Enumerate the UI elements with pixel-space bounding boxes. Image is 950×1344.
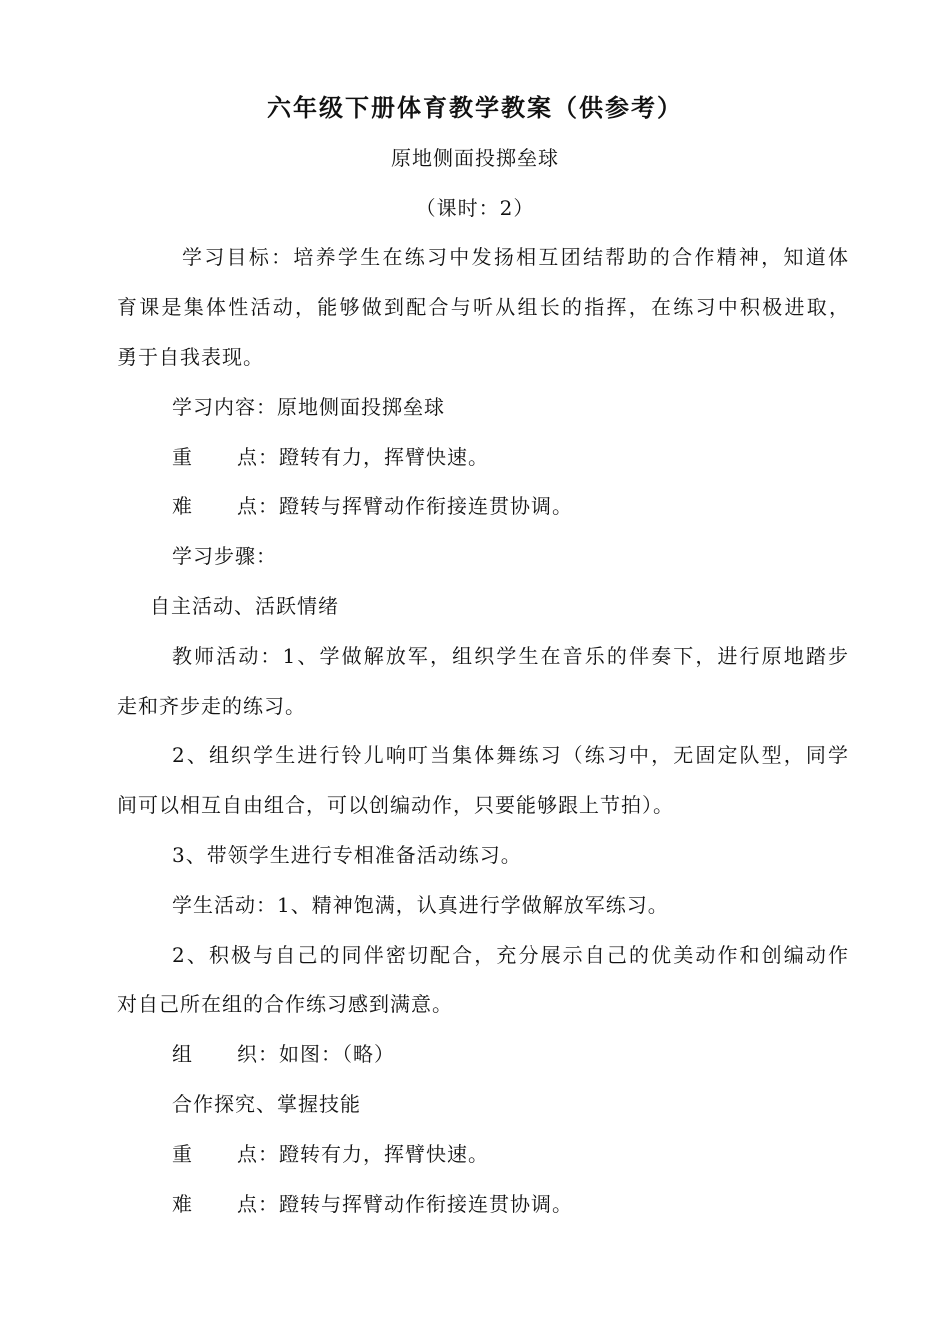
difficult-point-2-label: 难 [172,1192,193,1216]
lesson-period: （课时：2） [415,196,535,220]
teacher-activity-3: 3、带领学生进行专相准备活动练习。 [172,843,522,867]
teacher-activity-1-line-2: 走和齐步走的练习。 [117,694,306,718]
teacher-activity-2-line-1: 2、组织学生进行铃儿响叮当集体舞练习（练习中，无固定队型，同学 [172,743,849,767]
teacher-activity-2-line-2: 间可以相互自由组合，可以创编动作，只要能够跟上节拍）。 [117,793,674,817]
difficult-point-1-text: 点：蹬转与挥臂动作衔接连贯协调。 [237,494,573,518]
section-heading-2: 合作探究、掌握技能 [172,1092,361,1116]
organization [172,1040,395,1068]
difficult-point-1-label: 难 [172,494,193,518]
key-point-2-label: 重 [172,1142,193,1166]
learning-goal-line-3: 勇于自我表现。 [117,345,264,369]
key-point-1 [172,443,489,471]
learning-steps: 学习步骤： [172,544,277,568]
student-activity-1: 学生活动：1、精神饱满，认真进行学做解放军练习。 [172,893,669,917]
organization-text: 织：如图：（略） [237,1042,395,1066]
section-heading-1: 自主活动、活跃情绪 [150,594,339,618]
student-activity-2-line-1: 2、积极与自己的同伴密切配合，充分展示自己的优美动作和创编动作 [172,943,849,967]
difficult-point-1 [172,492,573,520]
organization-label: 组 [172,1042,193,1066]
document-title: 六年级下册体育教学教案（供参考） [267,93,683,122]
student-activity-2-line-2: 对自己所在组的合作练习感到满意。 [117,992,453,1016]
difficult-point-2-text: 点：蹬转与挥臂动作衔接连贯协调。 [237,1192,573,1216]
teacher-activity-1-line-1: 教师活动：1、学做解放军，组织学生在音乐的伴奏下，进行原地踏步 [172,644,849,668]
key-point-2 [172,1140,489,1168]
learning-goal-line-2: 育课是集体性活动，能够做到配合与听从组长的指挥，在练习中积极进取， [117,295,850,319]
difficult-point-2 [172,1190,573,1218]
key-point-1-text: 点：蹬转有力，挥臂快速。 [237,445,489,469]
key-point-2-text: 点：蹬转有力，挥臂快速。 [237,1142,489,1166]
document-subtitle: 原地侧面投掷垒球 [391,146,559,170]
learning-content: 学习内容：原地侧面投掷垒球 [172,395,445,419]
learning-goal-line-1: 学习目标：培养学生在练习中发扬相互团结帮助的合作精神，知道体 [182,245,849,269]
key-point-1-label: 重 [172,445,193,469]
